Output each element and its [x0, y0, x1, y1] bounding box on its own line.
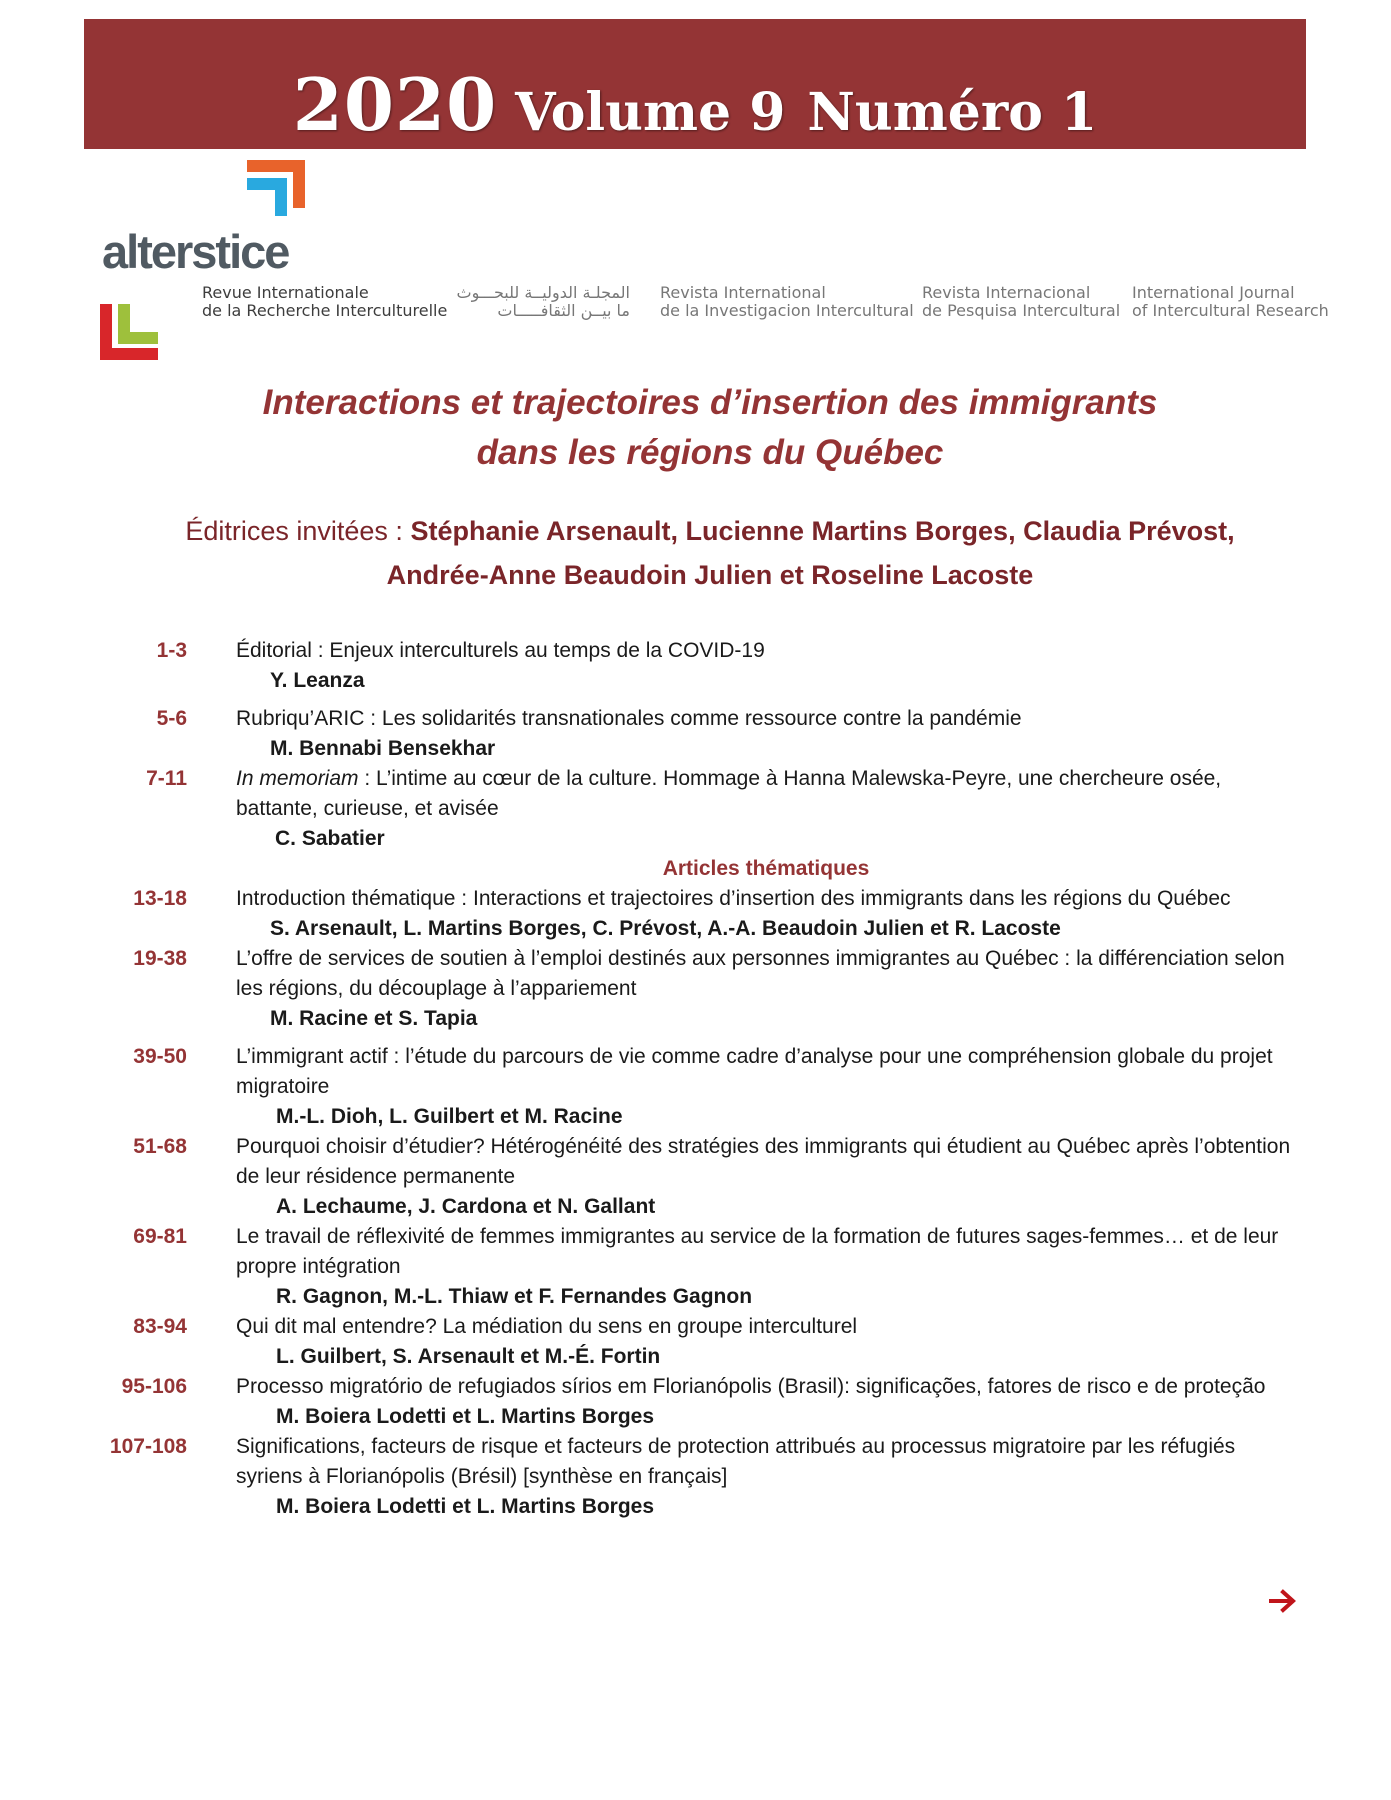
page-range: 5-6: [156, 707, 187, 730]
entry-authors: Y. Leanza: [270, 669, 365, 692]
entry-title[interactable]: L’offre de services de soutien à l’emploi destinés aux personnes immigrantes au Québec : la différenciation selon les régions, du découplage à l’appariement: [236, 947, 1285, 1000]
page-range: 13-18: [133, 887, 187, 910]
page-range: 1-3: [156, 639, 187, 662]
page-range: 107-108: [109, 1435, 187, 1458]
entry-authors: M. Boiera Lodetti et L. Martins Borges: [276, 1495, 655, 1518]
entry-authors: M. Racine et S. Tapia: [270, 1007, 478, 1030]
entry-title[interactable]: L’immigrant actif : l’étude du parcours de vie comme cadre d’analyse pour une compréhension globale du projet migratoire: [236, 1045, 1273, 1098]
page-range: 95-106: [121, 1375, 187, 1398]
entry-title[interactable]: Éditorial : Enjeux interculturels au temps de la COVID-19: [236, 639, 765, 662]
entry-authors: M. Bennabi Bensekhar: [270, 737, 496, 760]
guest-editors: [0, 509, 1391, 597]
guest-editors-names-2: Andrée-Anne Beaudoin Julien et Roseline Lacoste: [386, 560, 1034, 590]
entry-title[interactable]: Qui dit mal entendre? La médiation du sens en groupe interculturel: [236, 1315, 858, 1338]
page-range: 7-11: [146, 767, 187, 790]
guest-editors-names-1: Stéphanie Arsenault, Lucienne Martins Borges, Claudia Prévost,: [410, 516, 1235, 546]
page-range: 51-68: [133, 1135, 187, 1158]
toc-entry-article[interactable]: [0, 1042, 1391, 1132]
guest-editors-label: Éditrices invitées :: [185, 516, 411, 546]
section-heading: Articles thématiques: [662, 857, 870, 880]
subtitle-portuguese: Revista Internacional de Pesquisa Intercultural: [922, 283, 1121, 320]
subtitle-arabic: المجلـة الدوليــة للبحـــوث ما بيــن الثقافـــــات: [456, 283, 630, 320]
toc-entry-rubrique[interactable]: [0, 704, 1391, 764]
logo-mark-bottom-icon: [100, 304, 160, 360]
entry-title[interactable]: Rubriqu’ARIC : Les solidarités transnationales comme ressource contre la pandémie: [236, 707, 1022, 730]
page-range: 19-38: [133, 947, 187, 970]
table-of-contents: [0, 636, 1391, 1522]
entry-title[interactable]: Pourquoi choisir d’étudier? Hétérogénéité des stratégies des immigrants qui étudient au Québec après l’obtention de leur résidence permanente: [236, 1135, 1291, 1188]
issue-year: 2020: [292, 62, 498, 147]
issue-number: Numéro 1: [807, 82, 1098, 143]
journal-logo: [100, 160, 1330, 360]
arrow-right-icon[interactable]: [1268, 1586, 1298, 1616]
toc-entry-article[interactable]: [0, 884, 1391, 944]
page-range: 83-94: [133, 1315, 187, 1338]
toc-entry-editorial[interactable]: [0, 636, 1391, 696]
entry-authors: S. Arsenault, L. Martins Borges, C. Prévost, A.-A. Beaudoin Julien et R. Lacoste: [270, 917, 1061, 940]
toc-entry-article[interactable]: [0, 1132, 1391, 1222]
entry-title[interactable]: Introduction thématique : Interactions et trajectoires d’insertion des immigrants dans les régions du Québec: [236, 887, 1231, 910]
toc-entry-article[interactable]: [0, 944, 1391, 1034]
entry-authors: C. Sabatier: [275, 827, 385, 850]
entry-authors: M. Boiera Lodetti et L. Martins Borges: [276, 1405, 655, 1428]
entry-authors: A. Lechaume, J. Cardona et N. Gallant: [276, 1195, 656, 1218]
toc-entry-article[interactable]: [0, 1222, 1391, 1312]
issue-heading: [84, 62, 1306, 147]
entry-title[interactable]: In memoriam : L’intime au cœur de la culture. Hommage à Hanna Malewska-Peyre, une chercheure osée, battante, curieuse, et avisée: [236, 767, 1222, 820]
entry-authors: L. Guilbert, S. Arsenault et M.-É. Fortin: [276, 1345, 661, 1368]
logo-wordmark: alterstice: [102, 225, 289, 278]
subtitle-english: International Journal of Intercultural Research: [1132, 283, 1329, 320]
page-range: 69-81: [133, 1225, 187, 1248]
entry-authors: M.-L. Dioh, L. Guilbert et M. Racine: [276, 1105, 623, 1128]
toc-entry-article[interactable]: [0, 1432, 1391, 1522]
issue-banner: [84, 19, 1306, 149]
logo-mark-top-icon: [245, 160, 305, 216]
toc-entry-memoriam[interactable]: [0, 764, 1391, 854]
toc-entry-article[interactable]: [0, 1312, 1391, 1372]
entry-title[interactable]: Le travail de réflexivité de femmes immigrantes au service de la formation de futures sages-femmes… et de leur propre intégration: [236, 1225, 1279, 1278]
subtitle-spanish: Revista International de la Investigacion Intercultural: [660, 283, 914, 320]
issue-theme-title: Interactions et trajectoires d’insertion des immigrants dans les régions du Québec: [262, 383, 1158, 472]
entry-title[interactable]: Significations, facteurs de risque et facteurs de protection attribués au processus migratoire par les réfugiés syriens à Florianópolis (Brésil) [synthèse en français]: [236, 1435, 1236, 1488]
entry-title[interactable]: Processo migratório de refugiados sírios em Florianópolis (Brasil): significações, fatores de risco e de proteção: [236, 1375, 1266, 1398]
subtitle-french: Revue Internationale de la Recherche Interculturelle: [202, 283, 448, 320]
issue-volume: Volume 9: [515, 82, 786, 143]
toc-entry-article[interactable]: [0, 1372, 1391, 1432]
entry-authors: R. Gagnon, M.-L. Thiaw et F. Fernandes Gagnon: [276, 1285, 753, 1308]
page-range: 39-50: [133, 1045, 187, 1068]
